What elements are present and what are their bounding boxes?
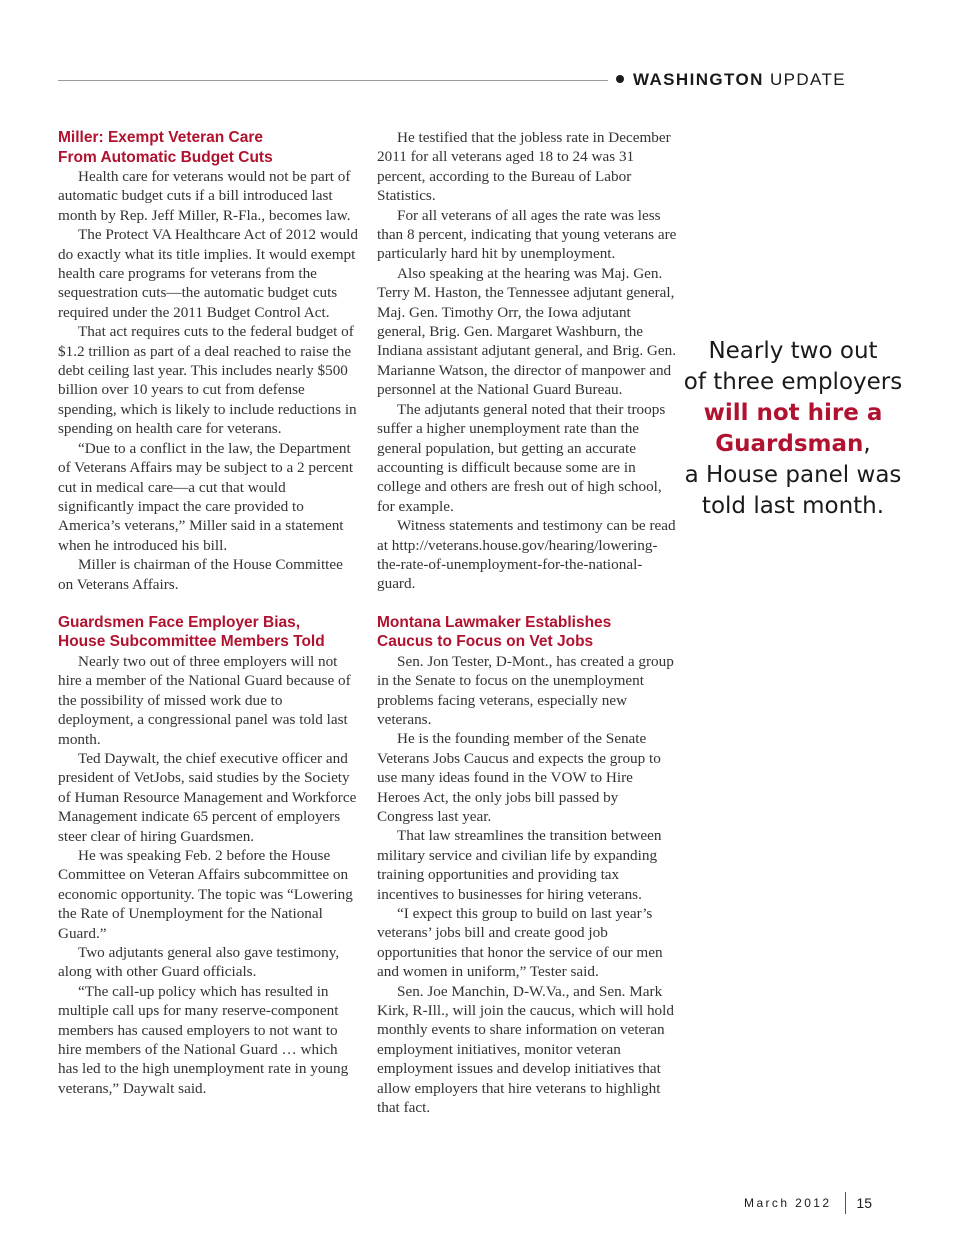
headline-line: House Subcommittee Members Told	[58, 633, 325, 651]
paragraph: Ted Daywalt, the chief executive officer and president of VetJobs, said studies by the Society of Human Resource Management and Workforce Management indicate 65 percent of employers steer clear of hiring Guardsmen.	[58, 749, 357, 845]
article-miller	[58, 128, 358, 594]
pull-quote-highlight: will not hire a	[703, 400, 883, 426]
paragraph: Health care for veterans would not be part of automatic budget cuts if a bill introduced last month by Rep. Jeff Miller, R-Fla., becomes law.	[58, 168, 351, 224]
issue-date: March 2012	[744, 1196, 832, 1210]
page-footer	[744, 1192, 872, 1214]
paragraph: “Due to a conflict in the law, the Department of Veterans Affairs may be subject to a 2 percent cut in medical care—a cut that would significantly impact the care provided to America’s veterans,” Miller said in a statement when he introduced his bill.	[58, 439, 354, 554]
headline-line: From Automatic Budget Cuts	[58, 148, 273, 166]
headline-line: Miller: Exempt Veteran Care	[58, 129, 264, 146]
paragraph: For all veterans of all ages the rate was less than 8 percent, indicating that young veterans are particularly hard hit by unemployment.	[377, 206, 677, 263]
paragraph: Two adjutants general also gave testimony, along with other Guard officials.	[58, 944, 340, 981]
paragraph: Witness statements and testimony can be read at http://veterans.house.gov/hearing/lowering-the-rate-of-unemployment-for-the-national-guard.	[377, 517, 676, 593]
pull-quote-highlight: Guardsman	[715, 431, 864, 457]
paragraph: The adjutants general noted that their troops suffer a higher unemployment rate than the general population, but getting an accurate accounting is difficult because some are in college and others are fresh out of high school, for example.	[377, 400, 666, 515]
section-header-rest: UPDATE	[769, 70, 847, 89]
paragraph: Sen. Joe Manchin, D-W.Va., and Sen. Mark Kirk, R-Ill., will join the caucus, which will hold monthly events to share information on veteran employment initiatives, monitor veteran employment issues and develop initiatives that allow employers that hire veterans to highlight that fact.	[377, 982, 674, 1117]
section-header-bold: WASHINGTON	[633, 70, 764, 89]
paragraph: He was speaking Feb. 2 before the House Committee on Veteran Affairs subcommittee on economic opportunity. The topic was “Lowering the Rate of Unemployment for the National Guard.”	[58, 847, 353, 942]
article-continuation	[377, 128, 677, 594]
footer-divider	[845, 1192, 846, 1214]
pull-quote-line: Nearly two out	[708, 338, 878, 364]
header-rule	[58, 80, 608, 81]
middle-column	[377, 128, 677, 1118]
article-headline	[377, 613, 677, 652]
section-header	[616, 70, 846, 90]
pull-quote-comma: ,	[863, 431, 871, 457]
paragraph: Nearly two out of three employers will not hire a member of the National Guard because of the possibility of missed work due to deployment, a congressional panel was told last month.	[58, 652, 351, 748]
article-headline	[58, 128, 358, 167]
bullet-icon	[616, 75, 624, 83]
article-headline	[58, 613, 358, 652]
paragraph: “I expect this group to build on last year’s veterans’ jobs bill and create good job opportunities that honor the service of our men and women in uniform,” Tester said.	[377, 905, 663, 981]
paragraph: That law streamlines the transition between military service and civilian life by expanding training opportunities and providing tax incentives to businesses for hiring veterans.	[377, 827, 662, 903]
paragraph: Also speaking at the hearing was Maj. Gen. Terry M. Haston, the Tennessee adjutant general, Maj. Gen. Timothy Orr, the Iowa adjutant general, Brig. Gen. Margaret Washburn, the Indiana assistant adjutant general, and Brig. Gen. Marianne Watson, the director of manpower and personnel at the National Guard Bureau.	[377, 264, 677, 399]
paragraph: He is the founding member of the Senate Veterans Jobs Caucus and expects the group to use many ideas found in the VOW to Hire Heroes Act, the only jobs bill passed by Congress last year.	[377, 730, 661, 825]
headline-line: Guardsmen Face Employer Bias,	[58, 613, 301, 631]
pull-quote	[680, 336, 906, 522]
paragraph: Miller is chairman of the House Committee on Veterans Affairs.	[58, 556, 343, 593]
headline-line: Montana Lawmaker Establishes	[377, 613, 612, 631]
paragraph: He testified that the jobless rate in December 2011 for all veterans aged 18 to 24 was 31 percent, according to the Bureau of Labor Statistics.	[377, 129, 671, 205]
pull-quote-line: a House panel was	[684, 462, 902, 488]
pull-quote-line: of three employers	[683, 369, 903, 395]
article-guardsmen	[58, 613, 358, 1098]
paragraph: That act requires cuts to the federal budget of $1.2 trillion as part of a deal reached to raise the debt ceiling last year. This includes nearly $500 billion over 10 years to cut from defense spending, which is likely to include reductions in spending on health care for veterans.	[58, 323, 357, 438]
paragraph: “The call-up policy which has resulted in multiple call ups for many reserve-component members has caused employers to not want to hire members of the National Guard … which has led to the high unemployment rate in young veterans,” Daywalt said.	[58, 982, 349, 1097]
headline-line: Caucus to Focus on Vet Jobs	[377, 633, 594, 651]
left-column	[58, 128, 358, 1098]
page-number: 15	[856, 1195, 872, 1211]
paragraph: Sen. Jon Tester, D-Mont., has created a group in the Senate to focus on the unemployment problems facing veterans, especially new veterans.	[377, 652, 674, 728]
article-montana-caucus	[377, 613, 677, 1118]
pull-quote-line: told last month.	[701, 493, 885, 519]
paragraph: The Protect VA Healthcare Act of 2012 would do exactly what its title implies. It would exempt health care programs for veterans from the sequestration cuts—the automatic budget cuts required under the 2011 Budget Control Act.	[58, 226, 358, 321]
